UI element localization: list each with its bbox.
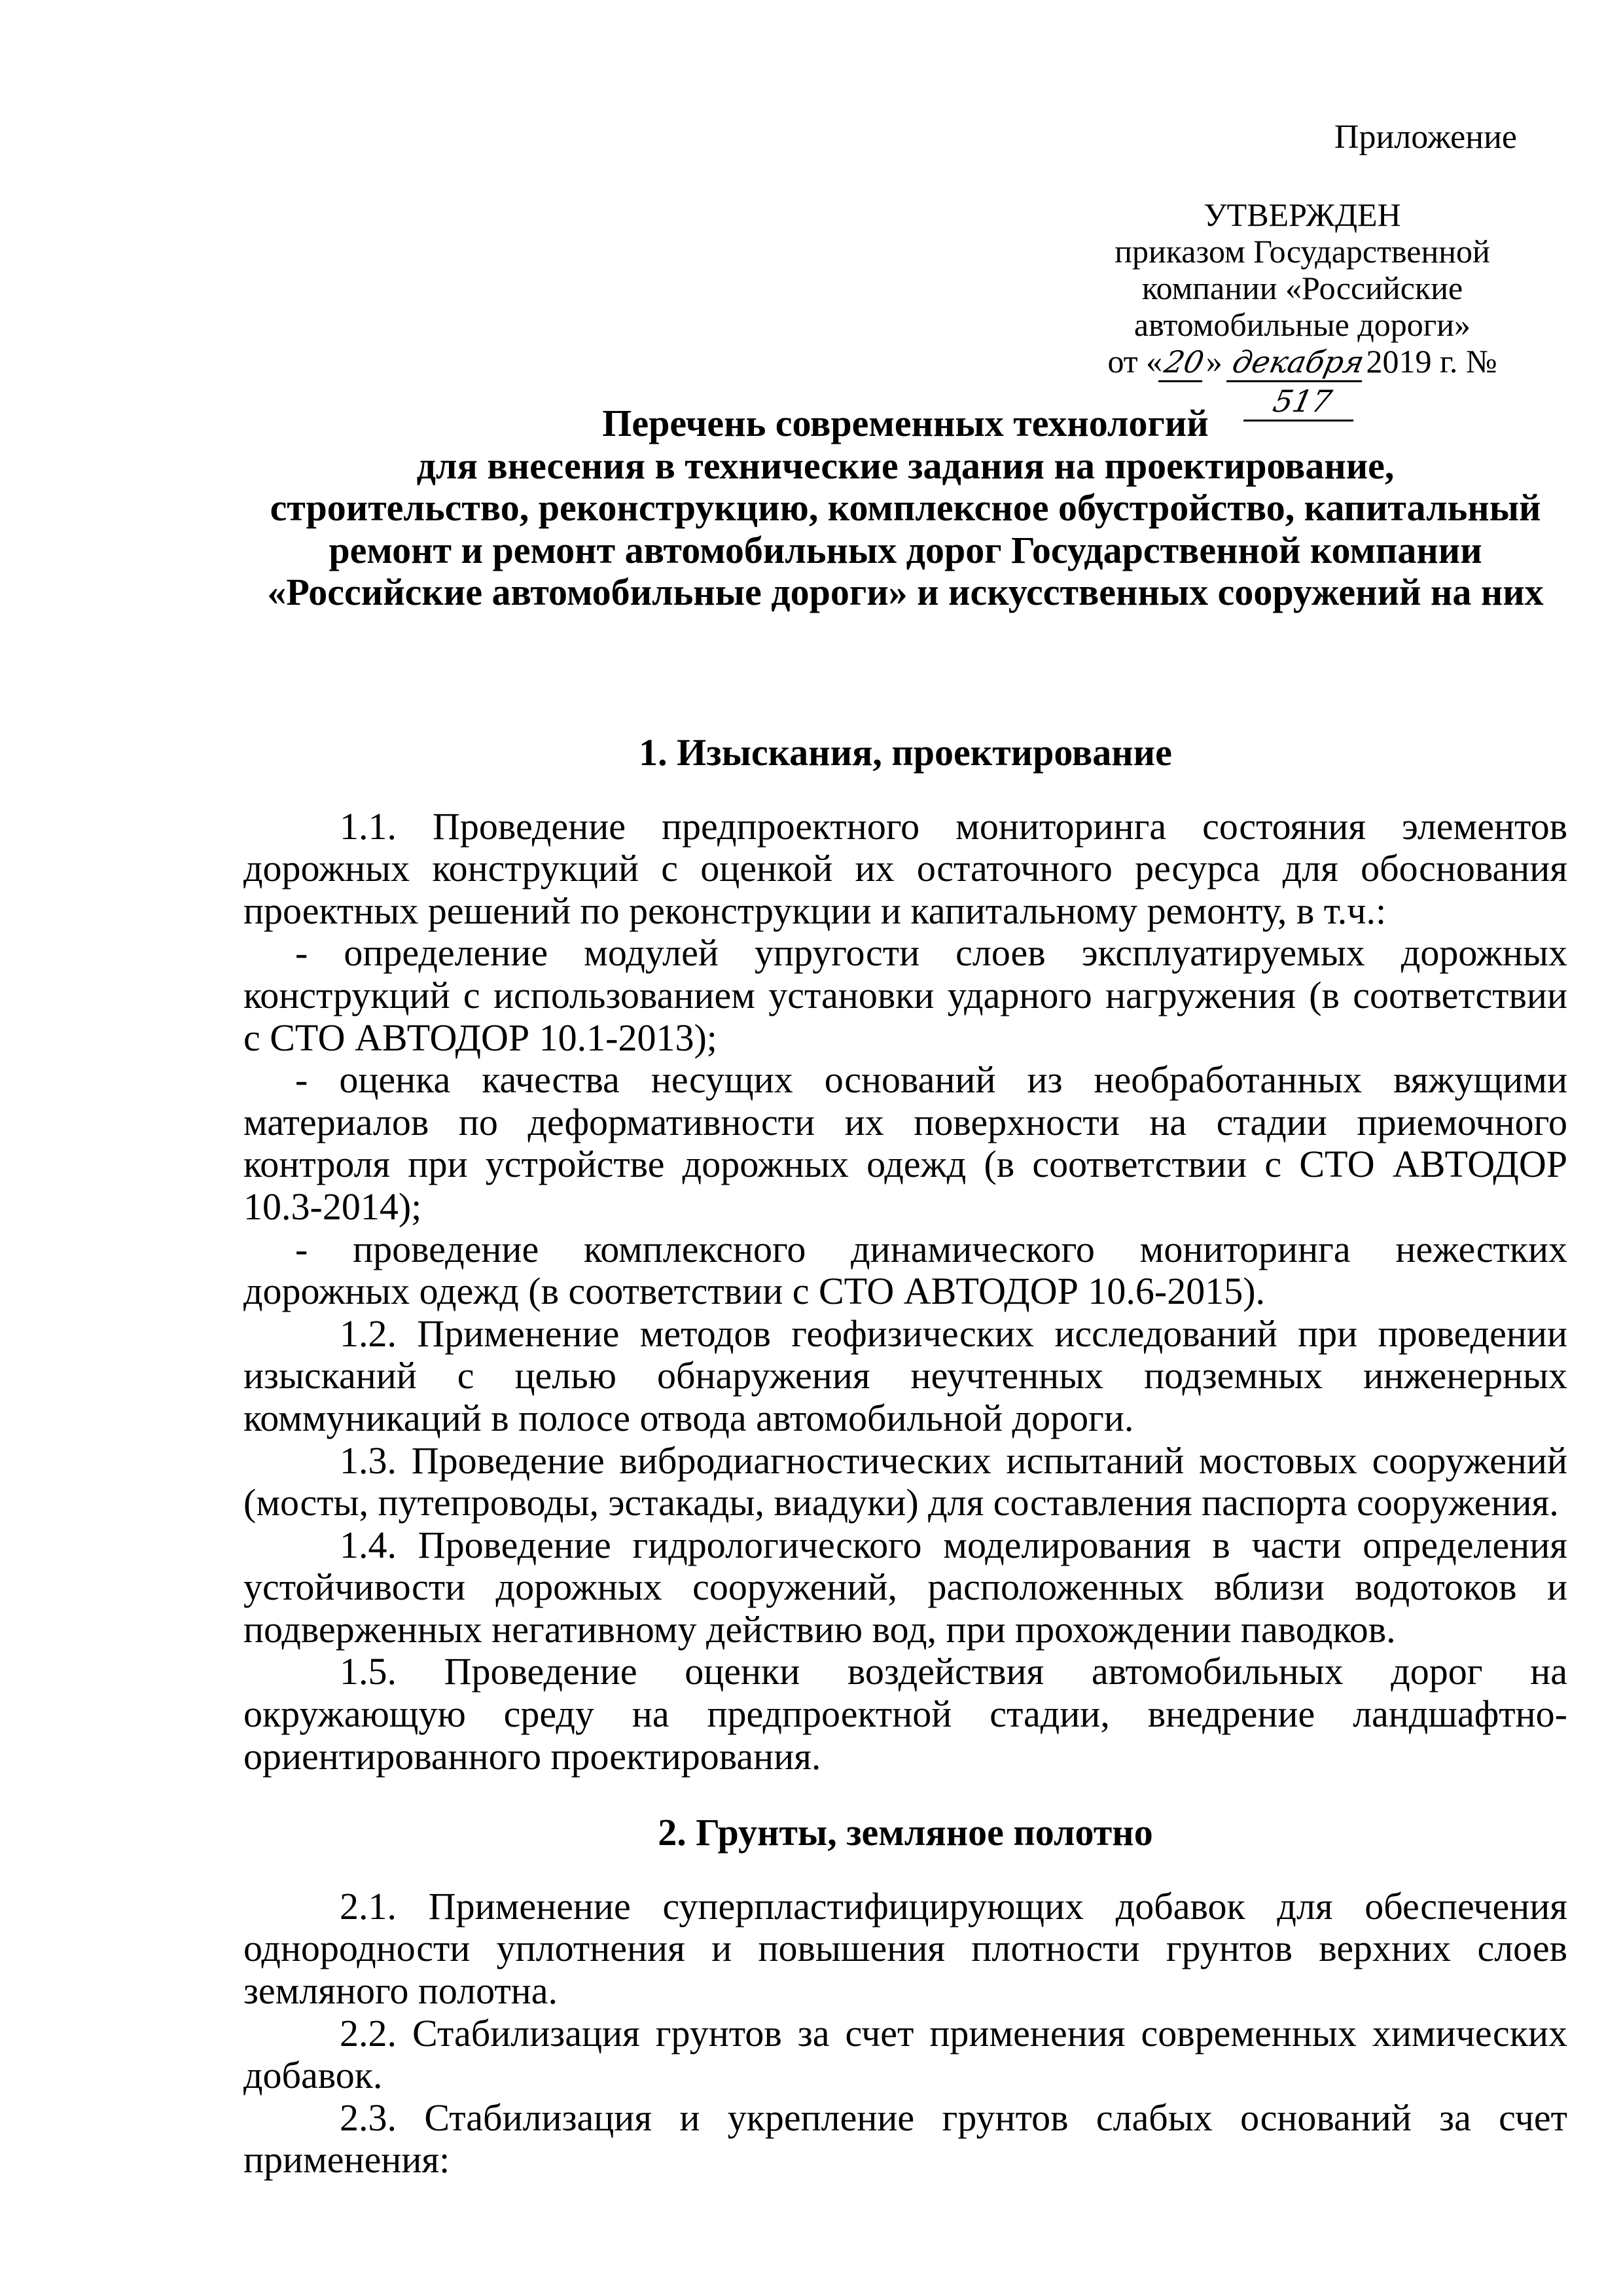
paragraph-line: коммуникаций в полосе отвода автомобильной дороги. bbox=[243, 1396, 1134, 1439]
paragraph-line: 2.2. Стабилизация грунтов за счет применения современных химических bbox=[340, 2011, 1567, 2054]
appendix-label: Приложение bbox=[1334, 118, 1517, 156]
date-mid: » bbox=[1205, 343, 1222, 380]
paragraph bbox=[243, 2013, 1567, 2097]
approval-block bbox=[1073, 196, 1531, 422]
paragraph bbox=[243, 1651, 1567, 1778]
section-heading: 1. Изыскания, проектирование bbox=[639, 731, 1172, 774]
paragraph-line: с СТО АВТОДОР 10.1-2013); bbox=[243, 1016, 717, 1059]
handwritten-day: 20 bbox=[1158, 344, 1210, 382]
paragraph-line: контроля при устройстве дорожных одежд (в соответствии с СТО АВТОДОР bbox=[243, 1143, 1567, 1186]
paragraph-line: дорожных конструкций с оценкой их остаточного ресурса для обоснования bbox=[243, 847, 1567, 890]
handwritten-month: декабря bbox=[1226, 344, 1370, 382]
paragraph bbox=[243, 1059, 1567, 1228]
paragraph bbox=[243, 2097, 1567, 2181]
approved-line: приказом Государственной bbox=[1115, 233, 1490, 270]
paragraph-line: - проведение комплексного динамического мониторинга нежестких bbox=[295, 1227, 1567, 1270]
paragraph-line: дорожных одежд (в соответствии с СТО АВТОДОР 10.6-2015). bbox=[243, 1270, 1266, 1313]
paragraph-line: 1.5. Проведение оценки воздействия автомобильных дорог на bbox=[340, 1650, 1567, 1693]
approved-label: УТВЕРЖДЕН bbox=[1204, 196, 1401, 233]
document-body bbox=[243, 732, 1567, 2181]
paragraph-line: однородности уплотнения и повышения плотности грунтов верхних слоев bbox=[243, 1927, 1567, 1970]
paragraph bbox=[243, 806, 1567, 933]
section-spacer bbox=[243, 1778, 1567, 1812]
paragraph-line: 10.3-2014); bbox=[243, 1185, 422, 1228]
paragraph-line: применения: bbox=[243, 2138, 450, 2181]
title-line: строительство, реконструкцию, комплексное обустройство, капитальный bbox=[270, 486, 1541, 529]
title-line: ремонт и ремонт автомобильных дорог Государственной компании bbox=[329, 528, 1482, 571]
paragraph-line: 1.3. Проведение вибродиагностических испытаний мостовых сооружений bbox=[340, 1439, 1567, 1482]
paragraph-line: конструкций с использованием установки ударного нагружения (в соответствии bbox=[243, 973, 1567, 1016]
paragraph bbox=[243, 1229, 1567, 1313]
paragraph-line: земляного полотна. bbox=[243, 1969, 558, 2013]
handwritten-order-number: 517 bbox=[1243, 383, 1362, 422]
heading-spacer bbox=[243, 1854, 1567, 1886]
paragraph bbox=[243, 1440, 1567, 1524]
date-year: 2019 г. № bbox=[1366, 343, 1497, 380]
paragraph-line: - определение модулей упругости слоев эксплуатируемых дорожных bbox=[295, 931, 1567, 975]
paragraph-line: ориентированного проектирования. bbox=[243, 1734, 821, 1778]
title-line: «Российские автомобильные дороги» и искусственных сооружений на них bbox=[267, 571, 1544, 613]
paragraph-line: устойчивости дорожных сооружений, расположенных вблизи водотоков и bbox=[243, 1566, 1567, 1609]
paragraph-line: проектных решений по реконструкции и капитальному ремонту, в т.ч.: bbox=[243, 889, 1387, 932]
paragraph bbox=[243, 1524, 1567, 1651]
paragraph-line: 2.3. Стабилизация и укрепление грунтов слабых оснований за счет bbox=[340, 2096, 1567, 2139]
paragraph-line: 1.2. Применение методов геофизических исследований при проведении bbox=[340, 1312, 1567, 1355]
paragraph-line: 2.1. Применение суперпластифицирующих добавок для обеспечения bbox=[340, 1884, 1567, 1928]
paragraph-line: (мосты, путепроводы, эстакады, виадуки) для составления паспорта сооружения. bbox=[243, 1481, 1559, 1524]
approved-line: компании «Российские bbox=[1141, 270, 1463, 306]
paragraph-line: 1.1. Проведение предпроектного мониторинга состояния элементов bbox=[340, 804, 1567, 848]
paragraph bbox=[243, 932, 1567, 1059]
title-line: для внесения в технические задания на проектирование, bbox=[416, 444, 1395, 487]
approved-line: автомобильные дороги» bbox=[1133, 306, 1471, 343]
paragraph-line: подверженных негативному действию вод, при прохождении паводков. bbox=[243, 1607, 1396, 1651]
title-line: Перечень современных технологий bbox=[602, 402, 1209, 444]
section-heading: 2. Грунты, земляное полотно bbox=[658, 1811, 1153, 1854]
paragraph-line: - оценка качества несущих оснований из необработанных вяжущими bbox=[295, 1058, 1567, 1102]
paragraph-line: изысканий с целью обнаружения неучтенных подземных инженерных bbox=[243, 1354, 1567, 1397]
heading-spacer bbox=[243, 774, 1567, 806]
paragraph bbox=[243, 1886, 1567, 2013]
document-title bbox=[243, 403, 1567, 614]
date-prefix: от « bbox=[1107, 343, 1163, 380]
paragraph-line: материалов по деформативности их поверхности на стадии приемочного bbox=[243, 1100, 1567, 1143]
paragraph-line: добавок. bbox=[243, 2054, 383, 2097]
paragraph bbox=[243, 1313, 1567, 1440]
paragraph-line: 1.4. Проведение гидрологического моделирования в части определения bbox=[340, 1523, 1567, 1566]
paragraph-line: окружающую среду на предпроектной стадии, внедрение ландшафтно- bbox=[243, 1693, 1567, 1736]
